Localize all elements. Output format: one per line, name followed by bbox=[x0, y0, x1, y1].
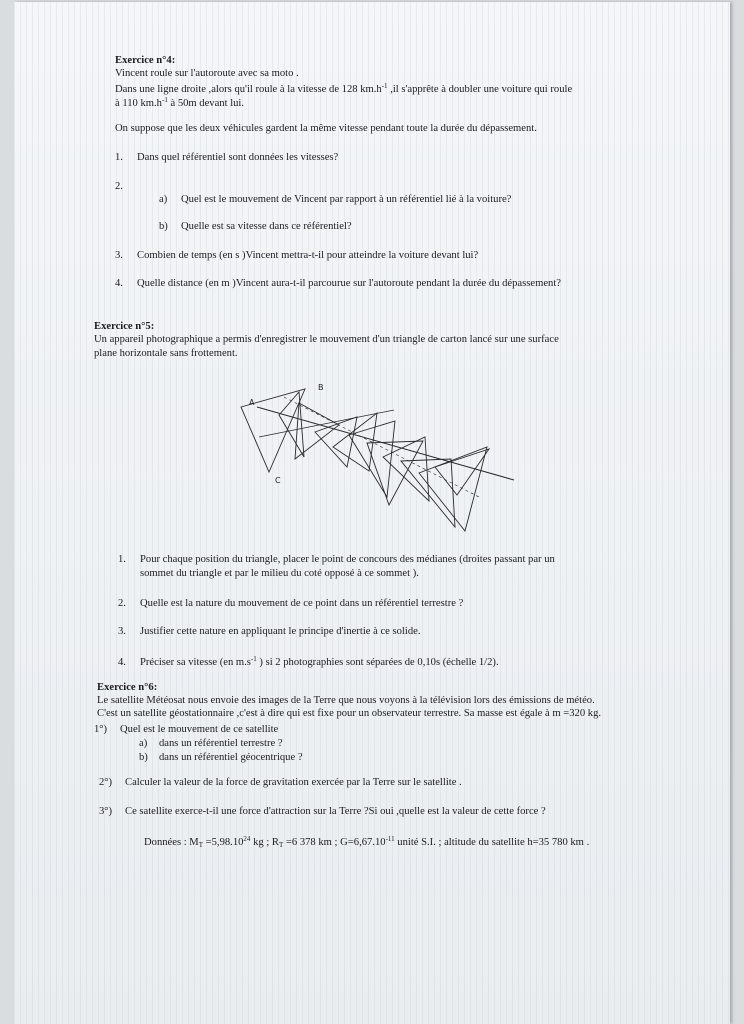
exercise-6-intro-line2: C'est un satellite géostationnaire ,c'est à dire qui est fixe pour un observateur terrestre. Sa masse est égale à m =320 kg. bbox=[97, 708, 602, 719]
exercise-5-title: Exercice n°5: bbox=[94, 321, 155, 332]
exercise-5-question-1-line2: sommet du triangle et par le milieu du coté opposé à ce sommet ). bbox=[140, 568, 419, 579]
dashed-line bbox=[284, 397, 479, 497]
exercise-4-question-2b: b) Quelle est sa vitesse dans ce référentiel? bbox=[159, 221, 352, 232]
vertex-label-a: A bbox=[249, 398, 255, 407]
triangle-position-2 bbox=[279, 392, 304, 457]
triangle-position-7 bbox=[367, 441, 423, 505]
triangle-position-5 bbox=[333, 413, 377, 471]
exercise-5-question-1-line1: 1. Pour chaque position du triangle, placer le point de concours des médianes (droites passant par un bbox=[118, 554, 555, 565]
vertex-label-c: C bbox=[275, 476, 281, 485]
exercise-6-question-3: 3°) Ce satellite exerce-t-il une force d'attraction sur la Terre ?Si oui ,quelle est la valeur de cette force ? bbox=[99, 806, 546, 817]
exercise-4-intro-line3: à 110 $km.h^{-1}$ à 50m devant lui. bbox=[115, 96, 245, 109]
exercise-5-question-4: 4. Préciser sa vitesse (en $m.s^{-1}$ ) si 2 photographies sont séparées de 0,10s (échelle 1/2). bbox=[118, 655, 499, 668]
exercise-6-question-1b: b) dans un référentiel géocentrique ? bbox=[139, 752, 303, 763]
exercise-4-intro-line1: Vincent roule sur l'autoroute avec sa moto . bbox=[115, 68, 299, 79]
exercise-6-data-line: Données : $M_T =5,98.10^{24}$ kg ; $R_T =6$ 378 km ; $G=6,67.10^{-11}$ unité S.I. ; altitude du satellite h=35 780 km . bbox=[144, 835, 590, 849]
exercise-5-question-3: 3. Justifier cette nature en appliquant le principe d'inertie à ce solide. bbox=[118, 626, 421, 637]
exercise-4-assumption: On suppose que les deux véhicules gardent la même vitesse pendant toute la durée du dépassement. bbox=[115, 123, 537, 134]
exercise-6-intro-line1: Le satellite Météosat nous envoie des images de la Terre que nous voyons à la télévision lors des émissions de météo. bbox=[97, 695, 595, 706]
worksheet-page bbox=[14, 2, 730, 1024]
exercise-5-question-2: 2. Quelle est la nature du mouvement de ce point dans un référentiel terrestre ? bbox=[118, 598, 464, 609]
vertex-label-b: B bbox=[318, 383, 324, 392]
exercise-6-title: Exercice n°6: bbox=[97, 682, 158, 693]
exercise-4-question-2-number: 2. bbox=[115, 181, 123, 192]
exercise-6-question-2: 2°) Calculer la valeur de la force de gravitation exercée par la Terre sur le satellite . bbox=[99, 777, 462, 788]
exercise-4-question-1: 1. Dans quel référentiel sont données les vitesses? bbox=[115, 152, 339, 163]
exercise-4-title: Exercice n°4: bbox=[115, 55, 176, 66]
exercise-4-intro-line2: Dans une ligne droite ,alors qu'il roule à la vitesse de 128 $km.h^{-1}$ ,il s'apprête à doubler une voiture qui roule bbox=[115, 82, 573, 95]
exercise-4-question-4: 4. Quelle distance (en m )Vincent aura-t-il parcourue sur l'autoroute pendant la durée du dépassement? bbox=[115, 278, 561, 289]
exercise-6-question-1: 1°) Quel est le mouvement de ce satellite bbox=[94, 724, 279, 735]
exercise-4-question-2a: a) Quel est le mouvement de Vincent par rapport à un référentiel lié à la voiture? bbox=[159, 194, 512, 205]
triangle-position-6 bbox=[349, 421, 395, 497]
triangle-chronophotography-figure bbox=[229, 377, 529, 537]
exercise-5-intro-line2: plane horizontale sans frottement. bbox=[94, 348, 238, 359]
exercise-4-question-3: 3. Combien de temps (en s )Vincent mettra-t-il pour atteindre la voiture devant lui? bbox=[115, 250, 479, 261]
exercise-6-question-1a: a) dans un référentiel terrestre ? bbox=[139, 738, 283, 749]
exercise-5-intro-line1: Un appareil photographique a permis d'enregistrer le mouvement d'un triangle de carton lancé sur une surface bbox=[94, 334, 559, 345]
